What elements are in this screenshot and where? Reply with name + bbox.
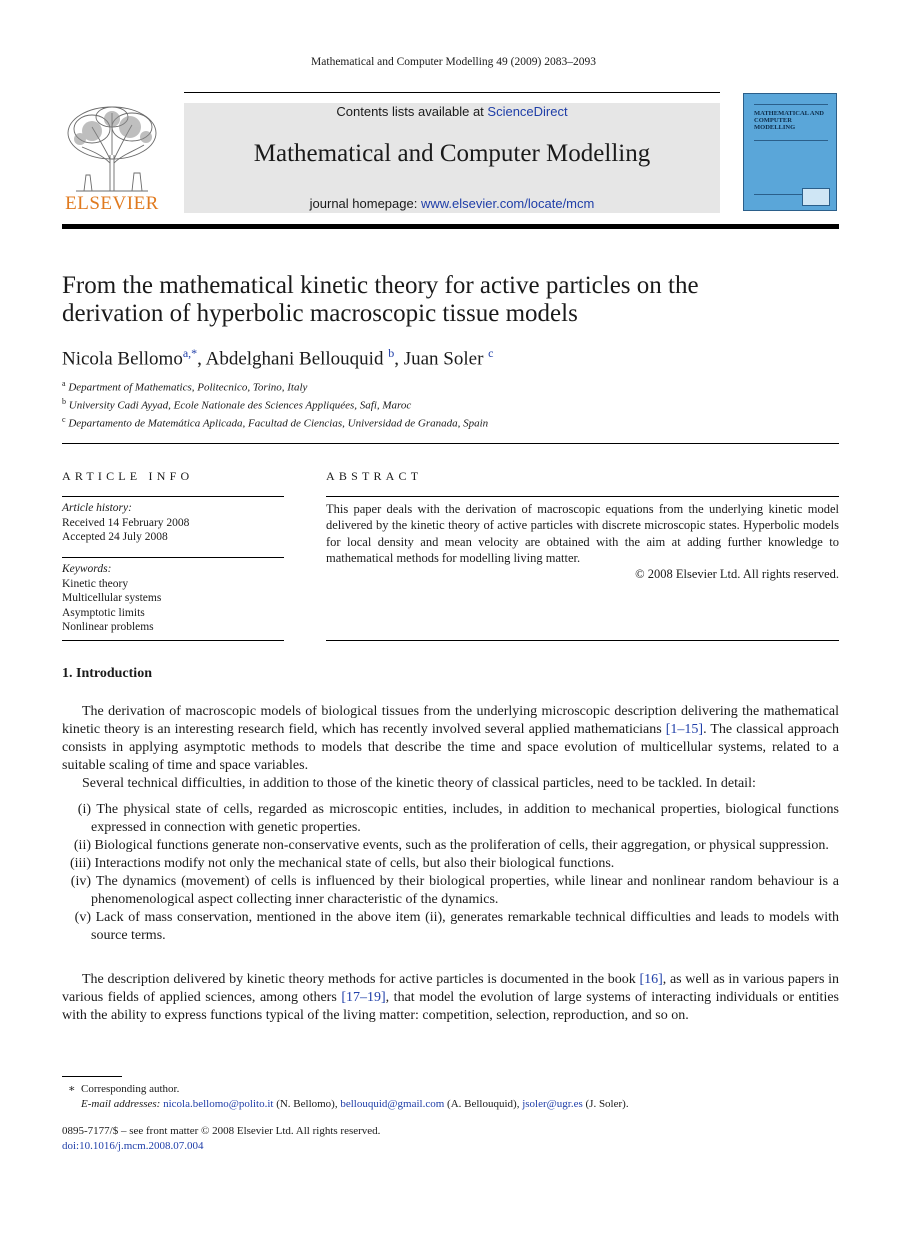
author-affil-mark[interactable]: a,* [182,346,198,360]
footnote-rule [62,1076,122,1077]
section-heading-introduction: 1. Introduction [62,666,152,681]
title-line: From the mathematical kinetic theory for active particles on the [62,272,699,299]
affiliation-text: Departamento de Matemática Aplicada, Facultad de Ciencias, Universidad de Granada, Spain [68,417,489,430]
email-link[interactable]: jsoler@ugr.es [522,1098,583,1110]
homepage-link[interactable]: www.elsevier.com/locate/mcm [420,196,595,211]
journal-cover[interactable] [743,93,837,211]
keywords-label: Keywords: [62,563,112,575]
citation-link[interactable]: [1–15] [665,722,704,737]
paragraph-text: The description delivered by kinetic theory methods for active particles is documented in the book [82,972,640,987]
list-item [62,801,839,837]
email-link[interactable]: bellouquid@gmail.com [340,1098,445,1110]
paragraph-text: The derivation of macroscopic models of biological tissues from the underlying microscopic description delivering the mathematical kinetic theory is an interesting research field, which has recently involved several applied mathematicians [62,704,839,737]
running-header: Mathematical and Computer Modelling 49 (2009) 2083–2093 [311,56,596,68]
article-title [62,272,842,328]
list-item [62,855,839,873]
list-text [91,855,839,873]
email-owner: (N. Bellomo), [273,1098,341,1110]
list-item-text: Biological functions generate non-conservative events, such as the proliferation of cells, their aggregation, or physical suppression. [94,838,829,853]
paragraph-text: , that model the evolution of large systems of interacting individuals or entities with the ability to express functions typical of the living matter: competition, selection, reproduction, and so on. [62,990,839,1023]
article-history [62,501,189,545]
affiliation [62,379,307,394]
list-item-text: The physical state of cells, regarded as microscopic entities, includes, in addition to mechanical properties, biological functions expressed in connection with genetic properties. [91,802,839,835]
elsevier-tree-icon [62,103,162,195]
author-affil-mark[interactable]: b [388,346,395,360]
issn-line: 0895-7177/$ – see front matter © 2008 Elsevier Ltd. All rights reserved. [62,1125,381,1137]
footnote-star: ∗ [68,1083,76,1095]
journal-title: Mathematical and Computer Modelling [253,140,651,167]
list-number: (iii) [70,856,91,871]
title-line: derivation of hyperbolic macroscopic tissue models [62,300,578,327]
cover-badge [802,188,830,206]
journal-banner [184,103,720,213]
affiliation-mark: a [62,379,66,388]
list-number: (iv) [70,874,91,889]
homepage-line [184,196,720,211]
author-name: Abdelghani Bellouquid [205,348,384,370]
author-affil-mark[interactable]: c [488,346,494,360]
cover-rule [754,104,828,105]
abstract [326,501,839,582]
abstract-text: This paper deals with the derivation of macroscopic equations from the underlying kinetic model delivered by the kinetic theory of active particles with discrete microscopic states. Hyperbolic models for local density and mean velocity are obtained with the aim at adding further knowledge to mathematical methods for modelling living matter. [326,502,839,565]
paragraph-text: . The classical approach consists in applying asymptotic methods to models that describe the time and space evolution of multicellular systems, related to a suitable scaling of time and space variables. [62,722,839,773]
email-owner: (J. Soler). [582,1098,629,1110]
info-rule [62,496,284,497]
footnote-corresponding [68,1082,179,1095]
cover-rule [754,140,828,141]
list-number: (v) [74,910,91,925]
footnote-emails [81,1098,629,1110]
list-text [91,909,839,945]
list-text [91,837,839,855]
email-link[interactable]: nicola.bellomo@polito.it [163,1098,274,1110]
author-sep: , [197,348,206,370]
section-rule [62,443,839,444]
author-list [62,346,493,370]
difficulty-list [62,801,839,945]
elsevier-logo[interactable] [62,103,162,215]
elsevier-wordmark: ELSEVIER [65,193,159,214]
header-rule [184,92,720,93]
author-sep: , [394,348,404,370]
cover-title: MATHEMATICAL AND COMPUTER MODELLING [754,110,824,131]
list-item [62,873,839,909]
author-name: Nicola Bellomo [62,348,183,370]
info-rule [62,557,284,558]
homepage-prefix: journal homepage: [309,196,421,211]
article-info-heading: ARTICLE INFO [62,469,194,483]
list-item [62,837,839,855]
accepted-date: Accepted 24 July 2008 [62,531,168,543]
list-text [91,873,839,909]
citation-link[interactable]: [16] [639,972,663,987]
corresponding-label: Corresponding author. [80,1083,180,1095]
intro-paragraph [62,971,839,1025]
list-number: (i) [77,802,91,817]
info-rule [62,640,284,641]
abstract-copyright: © 2008 Elsevier Ltd. All rights reserved. [635,567,839,582]
affiliation [62,415,488,430]
keywords [62,562,161,635]
affiliation-text: University Cadi Ayyad, Ecole Nationale des Sciences Appliquées, Safi, Maroc [68,399,412,412]
intro-paragraph [62,703,839,775]
affiliation-mark: b [62,397,66,406]
abstract-rule [326,640,839,641]
email-label: E-mail addresses: [81,1098,161,1110]
keyword: Kinetic theory [62,577,129,590]
keyword: Multicellular systems [62,592,162,604]
affiliation-mark: c [62,415,66,424]
list-text [91,801,839,837]
masthead-rule [62,224,839,229]
received-date: Received 14 February 2008 [62,516,190,529]
keyword: Nonlinear problems [62,621,154,633]
affiliation-text: Department of Mathematics, Politecnico, Torino, Italy [68,381,308,394]
email-owner: (A. Bellouquid), [444,1098,523,1110]
sciencedirect-link[interactable]: ScienceDirect [487,104,568,119]
contents-line [184,104,720,119]
doi-link[interactable]: doi:10.1016/j.mcm.2008.07.004 [62,1140,204,1152]
paragraph-text: , as well as in various papers in various fields of applied sciences, among others [62,972,839,1005]
keyword: Asymptotic limits [62,606,145,619]
author-name: Juan Soler [403,348,484,370]
affiliation [62,397,411,412]
list-number: (ii) [73,838,91,853]
list-item-text: Interactions modify not only the mechanical state of cells, but also their biological functions. [94,856,615,871]
citation-link[interactable]: [17–19] [341,990,386,1005]
list-item [62,909,839,945]
contents-prefix: Contents lists available at [336,104,488,119]
list-item-text: Lack of mass conservation, mentioned in the above item (ii), generates remarkable technical difficulties and leads to models with source terms. [91,910,839,943]
list-item-text: The dynamics (movement) of cells is influenced by their biological properties, while linear and nonlinear random behaviour is a phenomenological aspect collecting inner characteristic of the dynamics. [91,874,840,907]
history-label: Article history: [62,502,132,514]
intro-paragraph: Several technical difficulties, in addition to those of the kinetic theory of classical particles, need to be tackled. In detail: [82,776,756,791]
abstract-heading: ABSTRACT [326,469,423,483]
abstract-rule [326,496,839,497]
